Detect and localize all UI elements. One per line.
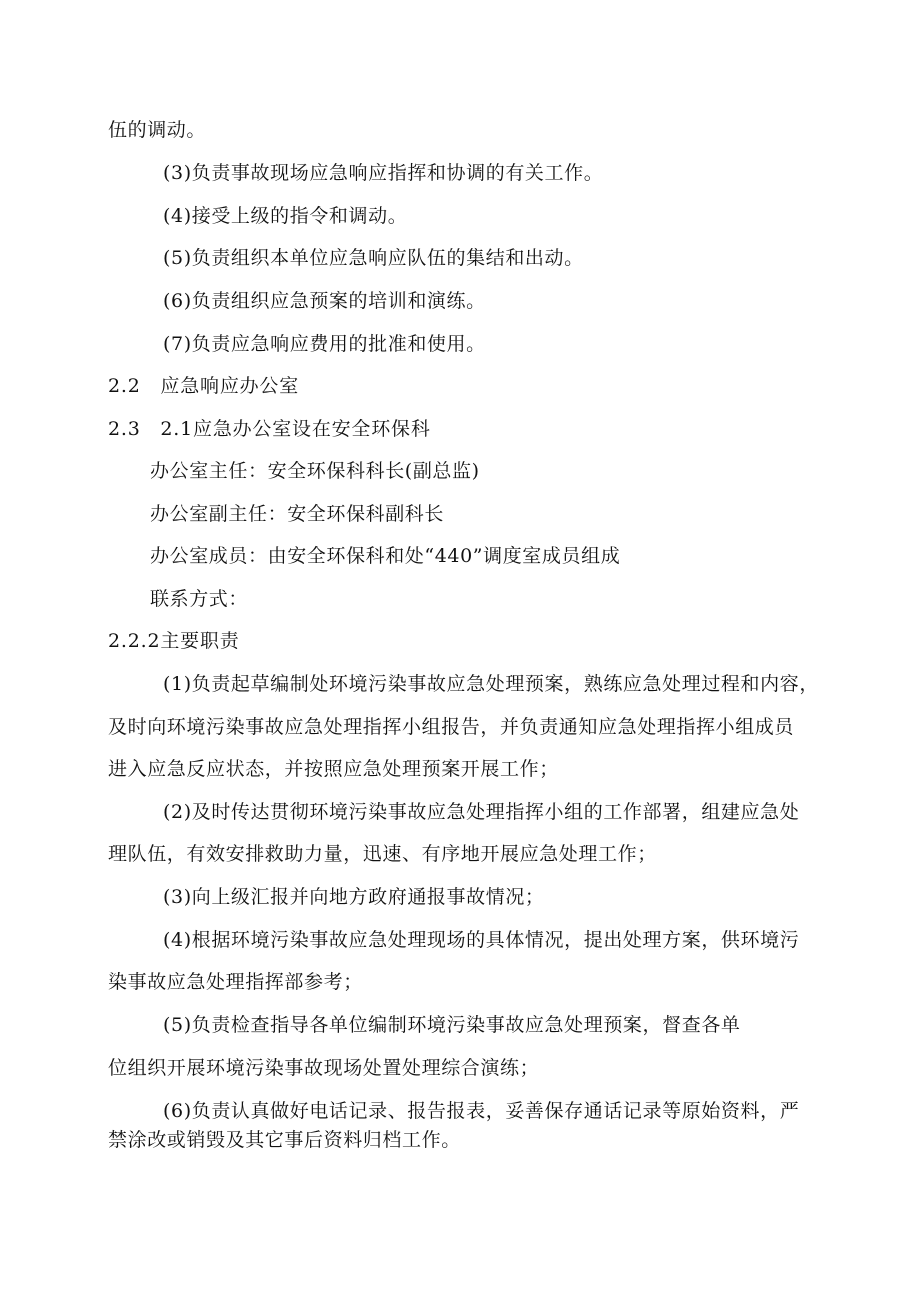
text-line: (3)向上级汇报并向地方政府通报事故情况；: [163, 886, 545, 908]
text-line: 联系方式：: [150, 588, 249, 610]
text-line: 染事故应急处理指挥部参考；: [108, 971, 363, 993]
text-line: (6)负责组织应急预案的培训和演练。: [163, 290, 486, 312]
text-line: (7)负责应急响应费用的批准和使用。: [163, 333, 486, 355]
text-line: (3)负责事故现场应急响应指挥和协调的有关工作。: [163, 162, 604, 184]
text-line: (1)负责起草编制处环境污染事故应急处理预案，熟练应急处理过程和内容，: [163, 673, 819, 695]
text-line: (6)负责认真做好电话记录、报告报表，妥善保存通话记录等原始资料，严: [163, 1100, 800, 1122]
text-line: (5)负责检查指导各单位编制环境污染事故应急处理预案，督查各单: [163, 1014, 741, 1036]
section-heading: 2.2 应急响应办公室: [108, 375, 300, 397]
text-line: 禁涂改或销毁及其它事后资料归档工作。: [108, 1129, 461, 1151]
text-line: 办公室成员：由安全环保科和处“440”调度室成员组成: [150, 545, 621, 567]
text-line: 进入应急反应状态，并按照应急处理预案开展工作；: [108, 758, 559, 780]
section-heading: 2.3 2.1应急办公室设在安全环保科: [108, 418, 431, 440]
text-line: (4)接受上级的指令和调动。: [163, 205, 408, 227]
text-line: 及时向环境污染事故应急处理指挥小组报告，并负责通知应急处理指挥小组成员: [108, 716, 795, 738]
text-line: 伍的调动。: [108, 119, 207, 141]
text-line: (2)及时传达贯彻环境污染事故应急处理指挥小组的工作部署，组建应急处: [163, 801, 800, 823]
text-line: (4)根据环境污染事故应急处理现场的具体情况，提出处理方案，供环境污: [163, 929, 800, 951]
section-heading: 2.2.2主要职责: [108, 630, 240, 652]
text-line: (5)负责组织本单位应急响应队伍的集结和出动。: [163, 247, 584, 269]
text-line: 办公室副主任：安全环保科副科长: [150, 503, 445, 525]
text-line: 办公室主任：安全环保科科长(副总监): [150, 460, 480, 482]
text-line: 位组织开展环境污染事故现场处置处理综合演练；: [108, 1057, 540, 1079]
text-line: 理队伍，有效安排救助力量，迅速、有序地开展应急处理工作；: [108, 843, 657, 865]
